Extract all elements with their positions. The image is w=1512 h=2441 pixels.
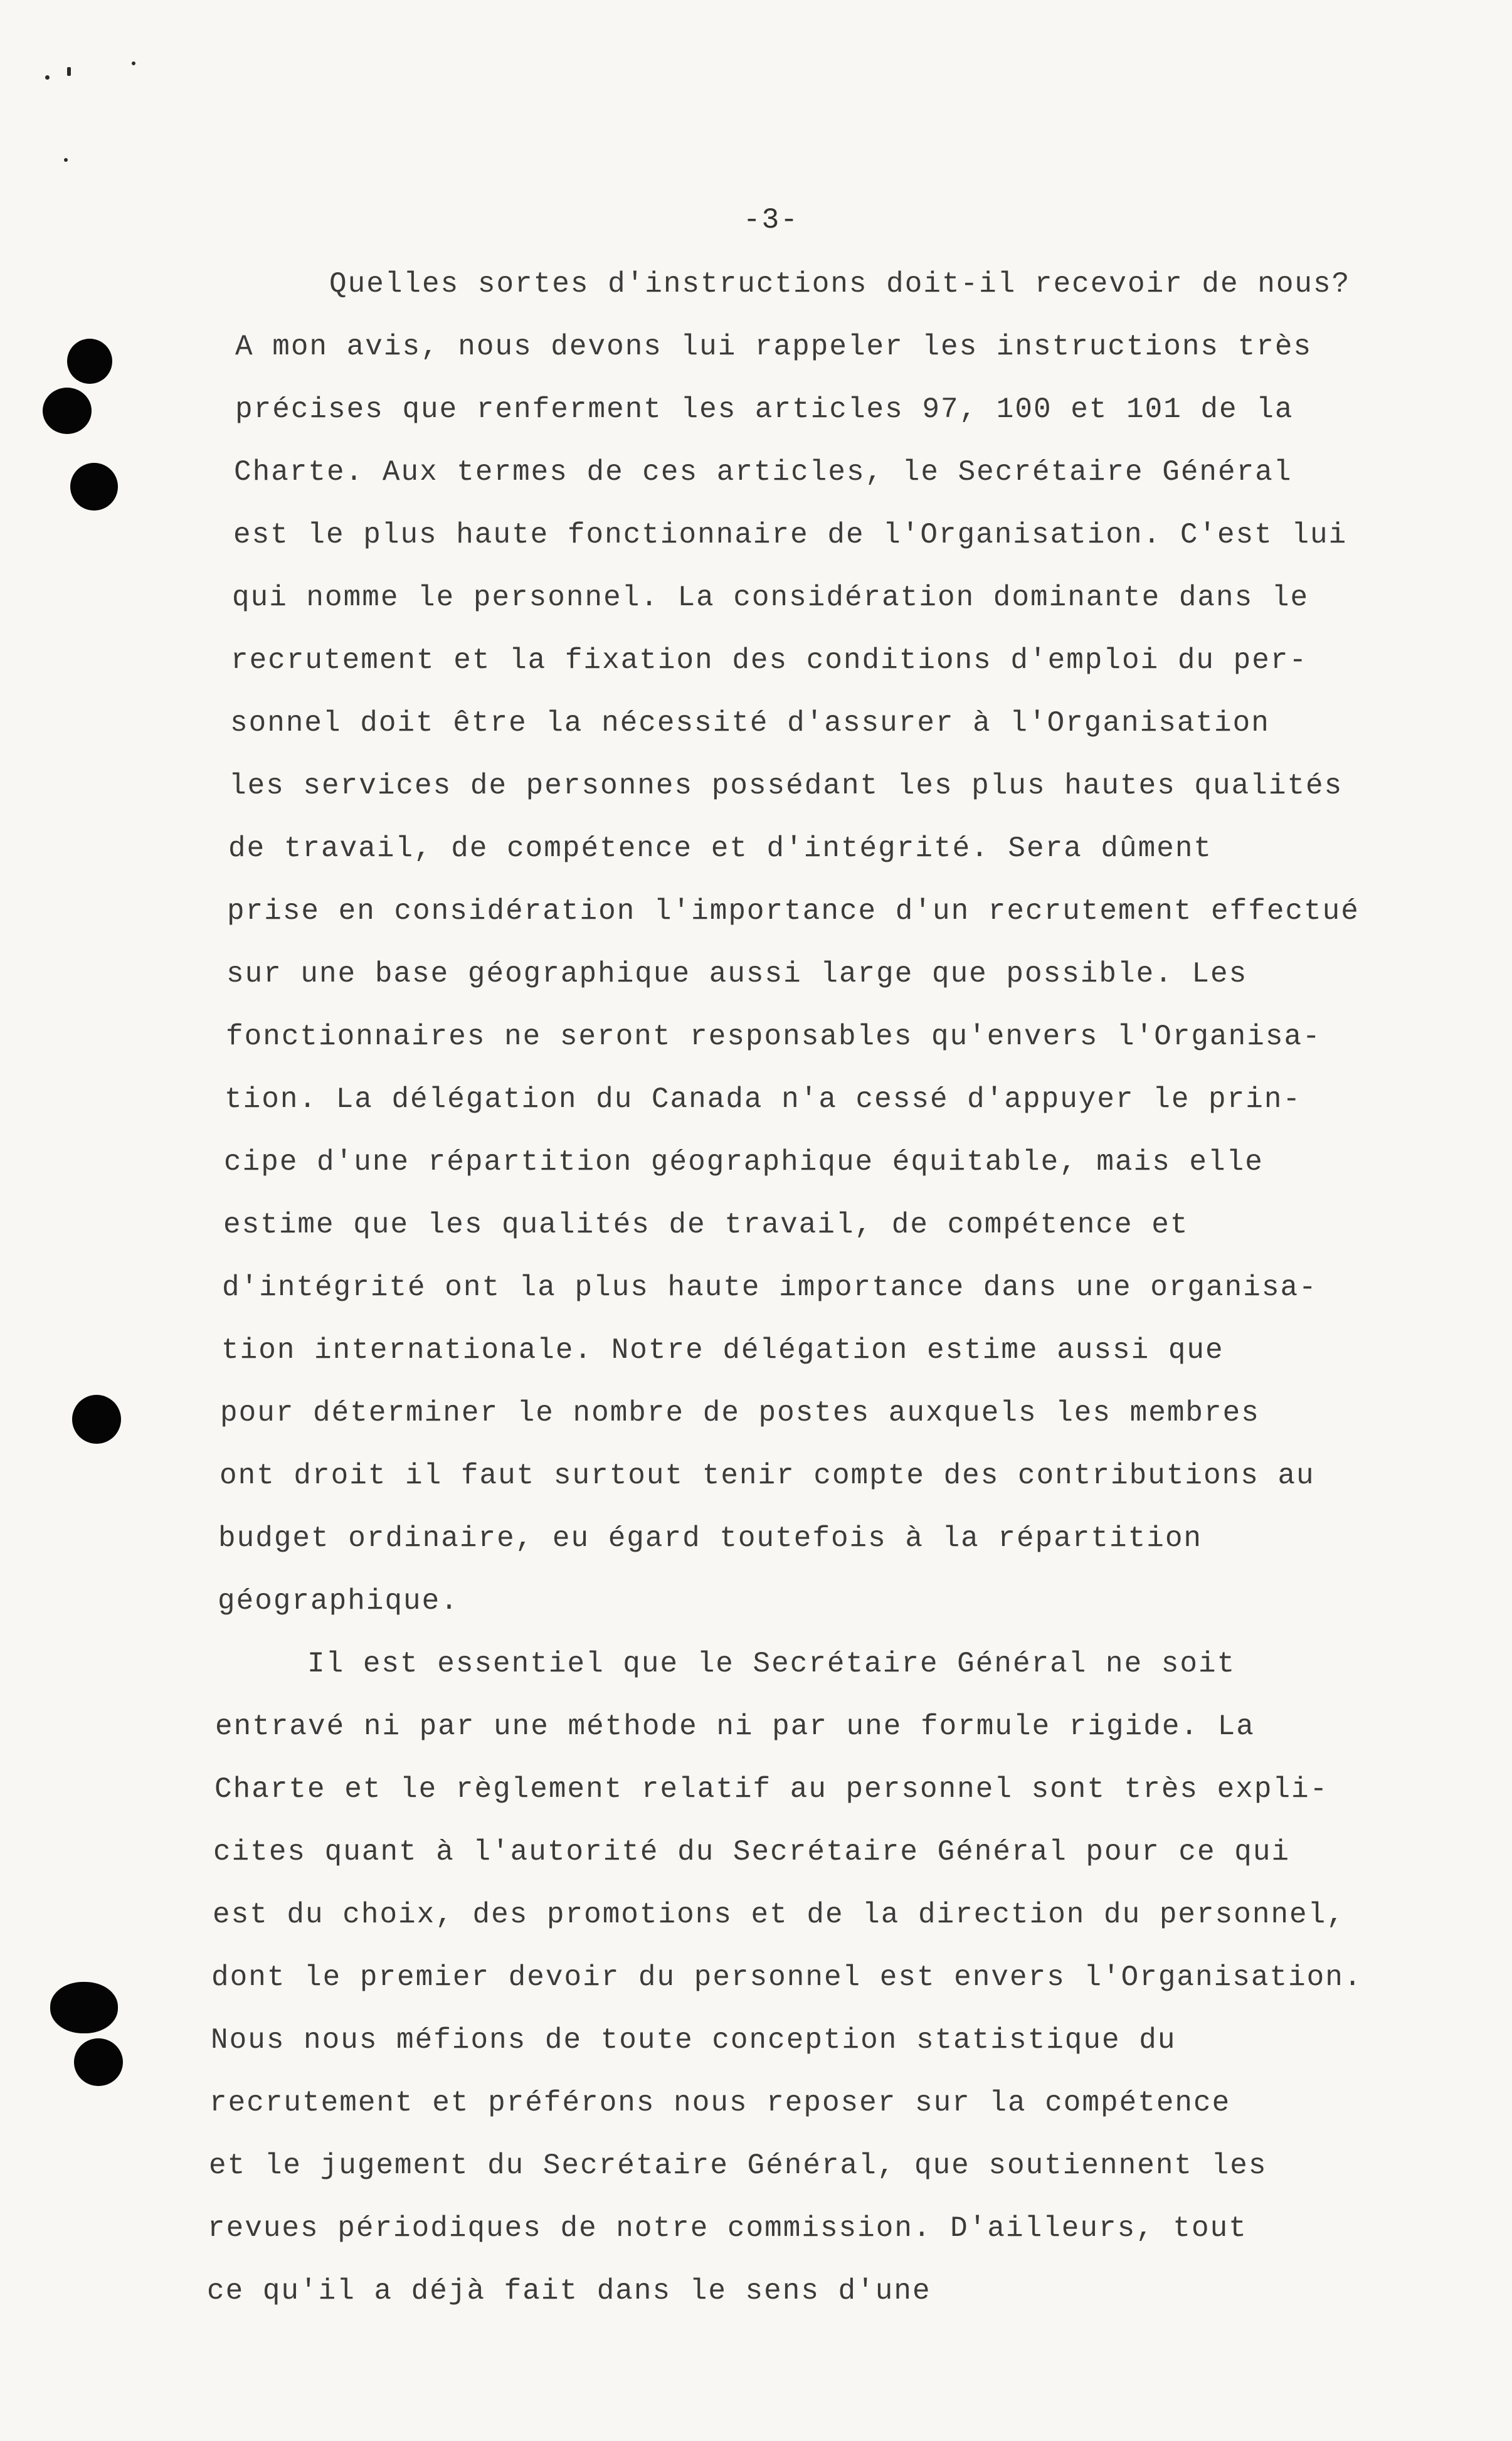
text-line: tion. La délégation du Canada n'a cessé d'appuyer le prin-	[225, 1083, 1302, 1116]
text-line: tion internationale. Notre délégation estime aussi que	[221, 1334, 1224, 1367]
punch-hole	[50, 1982, 118, 2033]
text-line: revues périodiques de notre commission. D'ailleurs, tout	[208, 2212, 1247, 2245]
text-line: entravé ni par une méthode ni par une formule rigide. La	[215, 1710, 1255, 1743]
text-line: sonnel doit être la nécessité d'assurer à l'Organisation	[230, 707, 1270, 739]
scan-speck	[45, 75, 50, 80]
text-line: les services de personnes possédant les plus hautes qualités	[229, 770, 1343, 802]
text-line: est le plus haute fonctionnaire de l'Organisation. C'est lui	[233, 519, 1348, 551]
text-line: Il est essentiel que le Secrétaire Général ne soit	[307, 1648, 1236, 1680]
scan-speck	[132, 61, 135, 65]
text-line: et le jugement du Secrétaire Général, que soutiennent les	[209, 2149, 1267, 2182]
punch-hole	[43, 388, 92, 434]
text-line: recrutement et la fixation des conditions d'emploi du per-	[231, 644, 1308, 677]
text-line: estime que les qualités de travail, de compétence et	[223, 1209, 1189, 1241]
punch-hole	[74, 2038, 123, 2086]
text-line: qui nomme le personnel. La considération dominante dans le	[232, 581, 1309, 614]
punch-hole	[67, 339, 112, 384]
text-line: ont droit il faut surtout tenir compte des contributions au	[219, 1459, 1315, 1492]
text-line: Charte. Aux termes de ces articles, le Secrétaire Général	[234, 456, 1293, 489]
text-line: de travail, de compétence et d'intégrité. Sera dûment	[228, 832, 1213, 865]
scan-speck	[64, 158, 68, 162]
text-line: géographique.	[218, 1585, 459, 1618]
text-line: est du choix, des promotions et de la direction du personnel,	[213, 1898, 1345, 1931]
text-line: recrutement et préférons nous reposer sur la compétence	[209, 2087, 1231, 2119]
text-line: cites quant à l'autorité du Secrétaire Général pour ce qui	[213, 1836, 1291, 1868]
text-line: Quelles sortes d'instructions doit-il recevoir de nous?	[329, 268, 1351, 300]
text-line: cipe d'une répartition géographique équitable, mais elle	[224, 1146, 1264, 1178]
page-number: -3-	[743, 204, 799, 236]
text-line: ce qu'il a déjà fait dans le sens d'une	[207, 2275, 931, 2307]
text-line: précises que renferment les articles 97, 100 et 101 de la	[235, 393, 1294, 426]
text-line: Nous nous méfions de toute conception statistique du	[211, 2024, 1176, 2057]
punch-hole	[72, 1395, 121, 1444]
text-line: A mon avis, nous devons lui rappeler les instructions très	[235, 331, 1313, 363]
punch-hole	[70, 463, 118, 511]
text-line: prise en considération l'importance d'un recrutement effectué	[227, 895, 1360, 928]
scan-speck	[67, 67, 71, 76]
text-line: Charte et le règlement relatif au personnel sont très expli-	[214, 1773, 1329, 1806]
text-line: d'intégrité ont la plus haute importance dans une organisa-	[222, 1271, 1318, 1304]
text-line: budget ordinaire, eu égard toutefois à la répartition	[218, 1522, 1203, 1555]
text-line: dont le premier devoir du personnel est envers l'Organisation.	[211, 1961, 1363, 1994]
text-line: sur une base géographique aussi large que possible. Les	[226, 958, 1248, 990]
text-line: fonctionnaires ne seront responsables qu'envers l'Organisa-	[226, 1020, 1321, 1053]
text-line: pour déterminer le nombre de postes auxquels les membres	[220, 1397, 1260, 1429]
